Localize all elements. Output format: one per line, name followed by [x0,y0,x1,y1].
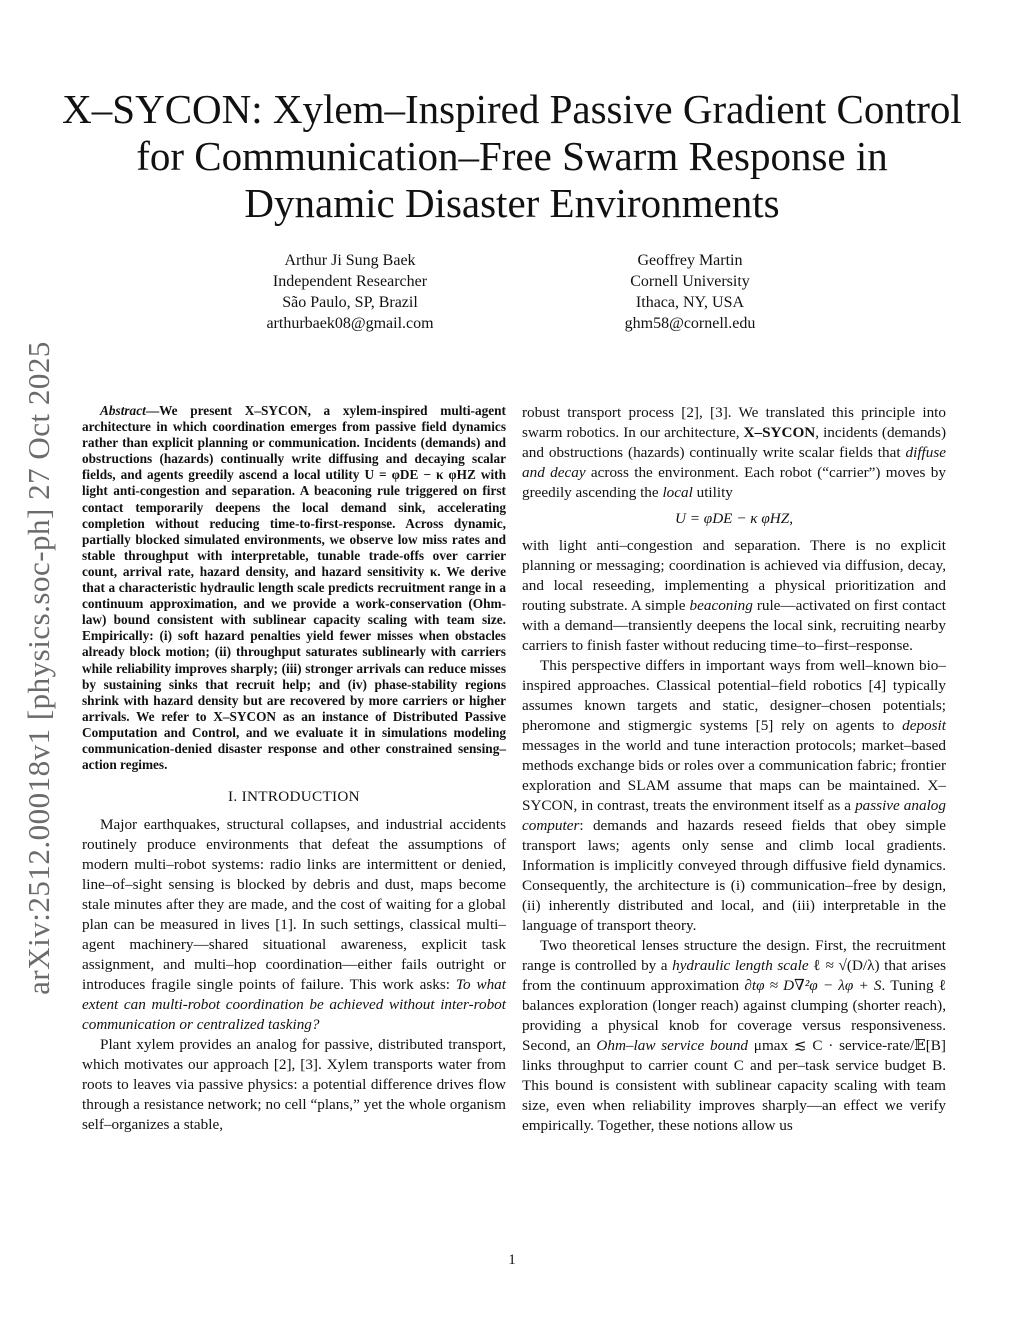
author-affiliation: Cornell University [630,273,750,290]
left-column [82,403,506,1135]
arxiv-sidebar [14,315,64,1020]
author-location: São Paulo, SP, Brazil [282,294,418,311]
p4-text-a: with light anti–congestion and separation. There is no explicit planning or messaging; coordination is achieved via diffusion, decay, and local reseeding, implementing a physical prioritization and routing substrate. A simple [522,537,946,614]
p5-text-a: This perspective differs in important ways from well–known bio–inspired approaches. Classical potential–field robotics [4] typically assumes known targets and static, designer–chosen potentials; pheromone and stigmergic systems [5] rely on agents to [522,657,946,734]
paper-title: X–SYCON: Xylem–Inspired Passive Gradient Control for Communication–Free Swarm Response in Dynamic Disaster Environments [62,86,962,226]
p3-text-c: across the environment. Each robot (“carrier”) moves by greedily ascending the [522,464,946,501]
continuum-equation: ∂tφ ≈ D∇²φ − λφ + S [744,977,882,994]
p4-text-b: rule—activated on first contact with a demand—transiently deepens the local sink, recruiting nearby carriers to finish faster without reducing time–to–first–response. [522,597,946,654]
section-title-rest: NTRODUCTION [246,788,360,806]
service-bound-formula: μmax ≲ C · service-rate/𝔼[B] [748,1037,946,1054]
abstract-lead: Abstract [100,403,146,418]
author-block-1 [250,250,450,334]
utility-equation: U = φDE − κ φHZ, [675,510,793,527]
author-location: Ithaca, NY, USA [635,294,745,311]
author-name: Arthur Ji Sung Baek [284,252,416,269]
p5-text-c: : demands and hazards reseed fields that obey simple transport laws; agents only sense and climb local gradients. Information is implicitly conveyed through diffusive field dynamics. Consequently, the architecture is (i) communication–free by design, (ii) inherently distributed and local, and (iii) interpretable in the language of transport theory. [522,817,946,934]
intro-paragraph-1 [82,815,506,1035]
intro-paragraph-5 [522,656,946,936]
section-title-first: I [241,788,247,806]
intro-paragraph-6 [522,936,946,1136]
p3-text-b: , incidents (demands) and obstructions (hazards) continually write scalar fields that [522,424,946,461]
author-block-2 [590,250,790,334]
author-name: Geoffrey Martin [637,252,743,269]
section-number: I. [228,788,242,806]
p6-text-b: that arises from the continuum approximation [522,957,947,994]
section-heading-introduction [82,787,506,807]
author-email: arthurbaek08@gmail.com [266,315,434,332]
author-affiliation: Independent Researcher [272,273,428,290]
research-question: To what extent can multi-robot coordination be achieved without inter-robot communication or centralized tasking? [82,976,506,1034]
p5-text-b: messages in the world and tune interaction protocols; market–based methods exchange bids or roles over a communication fabric; frontier exploration and SLAM assume that maps can be maintained. X–SYCON, in contrast, treats the environment itself as a [522,737,946,814]
arxiv-identifier: arXiv:2512.00018v1 [physics.soc-ph] 27 Oct 2025 [21,340,56,995]
abstract [82,403,506,773]
p4-emphasis: beaconing [689,597,753,614]
p6-emphasis: hydraulic length scale [672,957,809,974]
system-name: X–SYCON [743,424,816,441]
intro-paragraph-2: Plant xylem provides an analog for passive, distributed transport, which motivates our approach [2], [3]. Xylem transports water from roots to leaves via passive physics: a potential difference drives flow through a resistance network; no cell “plans,” yet the whole organism self–organizes a stable, [82,1036,506,1134]
p6-emphasis-2: Ohm–law service bound [596,1037,749,1054]
p5-emphasis: deposit [902,717,946,734]
author-email: ghm58@cornell.edu [624,315,756,332]
hydraulic-length-formula: ℓ ≈ √(D/λ) [808,957,885,974]
p3-emphasis-2: local [662,484,693,501]
p3-text-d: utility [692,484,733,501]
abstract-text: —We present X–SYCON, a xylem-inspired multi-agent architecture in which coordination emerges from passive field dynamics rather than explicit planning or communication. Incidents (demands) and obstructions (hazards) continually write diffusing and decaying scalar fields, and agents greedily ascend a local utility U = φDE − κ φHZ with light anti-congestion and separation. A beaconing rule triggered on first contact temporarily deepens the local demand sink, accelerating completion without reducing time-to-first-response. Across dynamic, partially blocked simulated environments, we observe low miss rates and stable throughput with interpretable, tunable trade-offs over carrier count, arrival rate, hazard density, and hazard sensitivity κ. We derive that a characteristic hydraulic length scale predicts recruitment range in a continuum approximation, and we provide a work-conservation (Ohm-law) bound consistent with sublinear capacity scaling with team size. Empirically: (i) soft hazard penalties yield fewer misses when obstacles already block motion; (ii) throughput saturates sublinearly with carriers while reliability improves sharply; (iii) stronger arrivals can reduce misses by sustaining sinks that recruit help; and (iv) phase-stability regions shrink with hazard density but are recovered by more carriers or higher arrivals. We refer to X–SYCON as an instance of Distributed Passive Computation and Control, and we evaluate it in simulations modeling communication-denied disaster response and other constrained sensing–action regimes. [82,403,506,773]
p3-emphasis: diffuse and decay [522,444,946,481]
intro-p1-text: Major earthquakes, structural collapses, and industrial accidents routinely produce environments that defeat the assumptions of modern multi–robot systems: radio links are intermittent or denied, line–of–sight sensing is blocked by debris and dust, maps become stale minutes after they are made, and the cost of waiting for a global plan can be measured in lives [1]. In such settings, classical multi–agent machinery—shared situational awareness, explicit task assignment, and multi–hop coordination—either fails outright or introduces fragile single points of failure. This work asks: [82,816,506,994]
p6-text-d: links throughput to carrier count C and per–task service budget B. This bound is consistent with sublinear capacity scaling with team size, even when reliability improves sharply—an effect we verify empirically. Together, these notions allow us [522,1057,946,1134]
p6-text-a: Two theoretical lenses structure the design. First, the recruitment range is controlled by a [522,937,946,974]
right-column [522,403,946,1136]
page-number: 1 [508,1252,516,1268]
p6-text-c: . Tuning ℓ balances exploration (longer reach) against clumping (shorter reach), providing a physical knob for coverage versus responsiveness. Second, an [522,977,946,1054]
p5-emphasis-2: passive analog computer [522,797,946,834]
p3-text-a: robust transport process [2], [3]. We translated this principle into swarm robotics. In our architecture, [522,404,946,441]
intro-paragraph-3 [522,403,946,503]
intro-paragraph-4 [522,536,946,656]
